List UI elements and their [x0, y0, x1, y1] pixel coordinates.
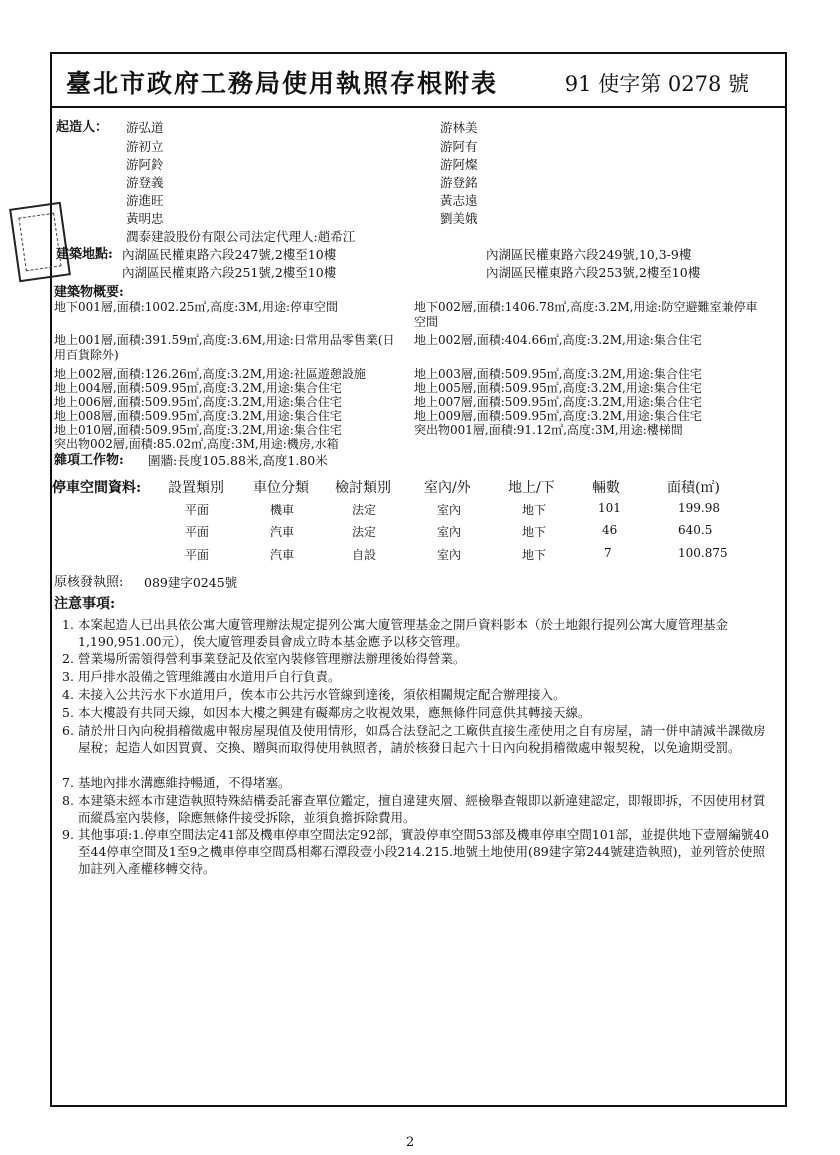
note-text: 基地內排水溝應維持暢通，不得堵塞。	[78, 775, 291, 790]
floor-row: 突出物001層,面積:91.12㎡,高度:3M,用途:樓梯間	[414, 423, 683, 437]
note-item	[62, 722, 774, 756]
page-number: 2	[406, 1135, 415, 1150]
builder-name: 游進旺	[126, 193, 164, 208]
floor-row: 地上002層,面積:126.26㎡,高度:3.2M,用途:社區遊憩設施	[54, 367, 366, 381]
note-item	[62, 704, 774, 721]
floor-f1-cont: 用百貨除外)	[54, 348, 119, 362]
floor-b2-cont: 空間	[414, 315, 439, 329]
note-text: 請於卅日內向稅捐稽徵處申報房屋現值及使用情形，如爲合法登記之工廠供直接生產使用之自有房屋，請一併申請減半課徵房屋稅；起造人如因買賣、交換、贈與而取得使用執照者，請於核發日起六十日內向稅捐稽徵處申報契稅，以免逾期受罰。	[78, 723, 766, 755]
note-item	[62, 774, 774, 791]
parking-header: 地上/下	[508, 480, 555, 496]
parking-header: 檢討類別	[335, 480, 391, 496]
parking-header: 輛數	[592, 480, 620, 496]
note-item	[62, 668, 774, 685]
builder-name: 黃志遠	[440, 193, 478, 208]
builders-label: 起造人：	[56, 120, 109, 135]
note-text: 本建築未經本市建造執照特殊結構委託審查單位鑑定，擅自違建夾層、經檢舉查報即以新違建認定，即報即拆，不因使用材質而縱爲室內裝修，除應無條件接受拆除，並須負擔拆除費用。	[78, 793, 766, 825]
note-text: 營業場所需領得營利事業登記及依室內裝修管理辦法辦理後始得營業。	[78, 651, 466, 666]
parking-cell: 汽車	[270, 548, 295, 562]
notes-label: 注意事項:	[54, 596, 116, 612]
floor-row: 突出物002層,面積:85.02㎡,高度:3M,用途:機房,水箱	[54, 437, 339, 451]
parking-header: 面積(㎡)	[667, 480, 720, 496]
location-line: 內湖區民權東路六段253號,2樓至10樓	[486, 265, 701, 280]
parking-cell: 640.5	[678, 523, 713, 537]
parking-header: 車位分類	[253, 480, 309, 496]
builder-company: 潤泰建設股份有限公司法定代理人:趙希江	[126, 229, 356, 244]
parking-cell: 46	[602, 523, 618, 537]
note-number: 1.	[62, 617, 74, 632]
floor-row: 地上008層,面積:509.95㎡,高度:3.2M,用途:集合住宅	[54, 409, 342, 423]
misc-label: 雜項工作物:	[54, 453, 124, 468]
note-number: 9.	[62, 827, 74, 842]
builder-name: 游弘道	[126, 120, 164, 135]
floor-row: 地上007層,面積:509.95㎡,高度:3.2M,用途:集合住宅	[414, 395, 702, 409]
builder-name: 游阿燦	[440, 157, 478, 172]
builder-name: 游阿有	[440, 139, 478, 154]
parking-header: 設置類別	[168, 480, 224, 496]
parking-cell: 機車	[270, 503, 295, 517]
document-header	[52, 54, 785, 108]
floor-b1: 地下001層,面積:1002.25㎡,高度:3M,用途:停車空間	[54, 300, 339, 314]
note-text: 未接入公共污水下水道用戶，俟本市公共污水管線到達後，須依相關規定配合辦理接入。	[78, 687, 566, 702]
floor-b2: 地下002層,面積:1406.78㎡,高度:3.2M,用途:防空避難室兼停車	[414, 300, 758, 314]
parking-cell: 室內	[437, 503, 462, 517]
note-text: 用戶排水設備之管理維護由水道用戶自行負責。	[78, 669, 341, 684]
note-number: 2.	[62, 651, 74, 666]
location-label: 建築地點:	[56, 247, 113, 262]
floor-row: 地上010層,面積:509.95㎡,高度:3.2M,用途:集合住宅	[54, 423, 342, 437]
official-stamp	[9, 202, 71, 283]
note-item	[62, 650, 774, 667]
parking-cell: 地下	[522, 525, 547, 539]
parking-cell: 平面	[185, 503, 210, 517]
floor-f2: 地上002層,面積:404.66㎡,高度:3.2M,用途:集合住宅	[414, 333, 702, 347]
original-permit-value: 089建字0245號	[144, 575, 238, 590]
note-number: 4.	[62, 687, 74, 702]
parking-cell: 自設	[352, 548, 377, 562]
parking-cell: 汽車	[270, 525, 295, 539]
note-number: 7.	[62, 775, 74, 790]
parking-cell: 法定	[352, 503, 377, 517]
note-item	[62, 686, 774, 703]
builder-name: 游登義	[126, 175, 164, 190]
misc-value: 圍牆:長度105.88米,高度1.80米	[148, 453, 328, 468]
original-permit-label: 原核發執照:	[54, 575, 124, 590]
location-line: 內湖區民權東路六段251號,2樓至10樓	[122, 265, 337, 280]
builder-name: 游初立	[126, 139, 164, 154]
location-line: 內湖區民權東路六段249號,10,3-9樓	[486, 247, 692, 262]
stamp-inner-border	[18, 213, 61, 271]
parking-cell: 平面	[185, 548, 210, 562]
parking-cell: 法定	[352, 525, 377, 539]
location-line: 內湖區民權東路六段247號,2樓至10樓	[122, 247, 337, 262]
note-number: 6.	[62, 723, 74, 738]
floor-row: 地上009層,面積:509.95㎡,高度:3.2M,用途:集合住宅	[414, 409, 702, 423]
note-text: 其他事項:1.停車空間法定41部及機車停車空間法定92部，實設停車空間53部及機車停車空間101部，並提供地下壹層編號40至44停車空間及1至9之機車停車空間爲相鄰石潭段壹小段214.215.地號土地使用(89建字第244號建造執照)，並列管於使照加註列入產權移轉交待。	[78, 827, 770, 876]
parking-cell: 室內	[437, 548, 462, 562]
floor-row: 地上003層,面積:509.95㎡,高度:3.2M,用途:集合住宅	[414, 367, 702, 381]
parking-cell: 199.98	[678, 501, 720, 515]
note-number: 8.	[62, 793, 74, 808]
floor-f1: 地上001層,面積:391.59㎡,高度:3.6M,用途:日常用品零售業(日	[54, 333, 395, 347]
note-item	[62, 616, 774, 650]
parking-cell: 地下	[522, 548, 547, 562]
parking-cell: 7	[604, 546, 612, 560]
permit-number: 91 使字第 0278 號	[564, 72, 749, 96]
builder-name: 游阿鈴	[126, 157, 164, 172]
floor-row: 地上004層,面積:509.95㎡,高度:3.2M,用途:集合住宅	[54, 381, 342, 395]
builder-name: 游登銘	[440, 175, 478, 190]
note-text: 本案起造人已出具依公寓大廈管理辦法規定提列公寓大廈管理基金之開戶資料影本（於土地銀行提列公寓大廈管理基金1,190,951.00元），俟大廈管理委員會成立時本基金應予以移交管理。	[78, 617, 729, 649]
parking-cell: 平面	[185, 525, 210, 539]
note-text: 本大樓設有共同天線，如因本大樓之興建有礙鄰房之收視效果，應無條件同意供其轉接天線。	[78, 705, 591, 720]
overview-label: 建築物概要:	[54, 285, 124, 300]
parking-cell: 地下	[522, 503, 547, 517]
note-item	[62, 826, 774, 877]
builder-name: 黃明忠	[126, 211, 164, 226]
parking-cell: 100.875	[678, 546, 728, 560]
floor-row: 地上006層,面積:509.95㎡,高度:3.2M,用途:集合住宅	[54, 395, 342, 409]
note-number: 3.	[62, 669, 74, 684]
builder-name: 游林美	[440, 120, 478, 135]
floor-row: 地上005層,面積:509.95㎡,高度:3.2M,用途:集合住宅	[414, 381, 702, 395]
note-number: 5.	[62, 705, 74, 720]
parking-cell: 101	[598, 501, 621, 515]
builder-name: 劉美娥	[440, 211, 478, 226]
parking-cell: 室內	[437, 525, 462, 539]
parking-label: 停車空間資料:	[52, 480, 142, 496]
document-title: 臺北市政府工務局使用執照存根附表	[66, 69, 499, 98]
parking-header: 室內/外	[424, 480, 471, 496]
note-item	[62, 792, 774, 826]
